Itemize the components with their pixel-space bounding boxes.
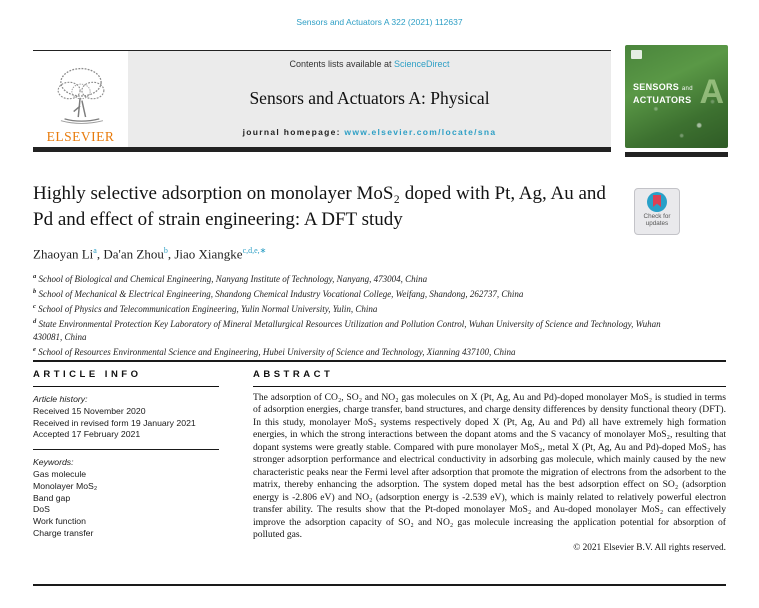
affiliation-list — [33, 271, 688, 358]
author-separator: , — [167, 246, 175, 262]
check-updates-label: Check for updates — [643, 213, 671, 227]
homepage-prefix: journal homepage: — [242, 127, 345, 137]
affiliation-text: School of Resources Environmental Science and Engineering, Hubei University of Science and Technology, Xianning 437100, China — [35, 346, 516, 357]
contents-line — [289, 59, 449, 69]
keyword-item: Gas molecule — [33, 468, 87, 479]
affiliation-line — [33, 316, 688, 344]
article-info-header-rule — [33, 386, 219, 387]
affiliation-sup: b — [33, 287, 37, 295]
cover-title-word2: ACTUATORS — [633, 95, 692, 105]
affiliation-text: School of Biological and Chemical Engineering, Nanyang Institute of Technology, Nanyang, 473004, China — [36, 274, 428, 284]
history-line: Received 15 November 2020 — [33, 405, 146, 416]
abstract-column — [253, 392, 726, 553]
affiliation-sup: a — [33, 273, 37, 280]
author-list — [33, 246, 266, 262]
affiliation-line — [33, 344, 688, 359]
cover-title-conj: and — [681, 86, 693, 92]
author-name: Da'an Zhou — [103, 246, 164, 262]
affiliation-text: School of Mechanical & Electrical Engineering, Shandong Chemical Industry Vocational College, Weifang, Shandong, 262737, China — [36, 288, 524, 299]
affiliation-line — [33, 271, 688, 286]
cover-title — [633, 82, 693, 106]
crossmark-icon — [647, 192, 667, 212]
article-info-divider — [33, 449, 219, 450]
copyright-line: © 2021 Elsevier B.V. All rights reserved. — [573, 543, 726, 554]
section-top-rule — [33, 360, 726, 362]
article-info-column — [33, 394, 219, 540]
affiliation-sup: d — [33, 317, 37, 325]
article-title: Highly selective adsorption on monolayer MoS₂ doped with Pt, Ag, Au and Pd and effect of strain engineering: A DFT study — [33, 183, 606, 230]
journal-name: Sensors and Actuators A: Physical — [249, 87, 490, 108]
cover-title-word1: SENSORS — [633, 82, 682, 92]
keyword-item: Work function — [33, 516, 86, 527]
history-line: Received in revised form 19 January 2021 — [33, 417, 196, 428]
elsevier-tree-icon — [52, 64, 110, 128]
page-bottom-rule — [33, 584, 726, 586]
history-line: Accepted 17 February 2021 — [33, 429, 141, 440]
sciencedirect-link[interactable]: ScienceDirect — [394, 59, 450, 69]
keyword-item: Charge transfer — [33, 527, 94, 538]
cover-divider-bar — [625, 152, 728, 157]
elsevier-logo — [33, 51, 128, 147]
affiliation-sup: c — [33, 302, 36, 310]
homepage-line — [243, 127, 497, 137]
contents-prefix: Contents lists available at — [289, 59, 395, 69]
cover-big-letter: A — [699, 73, 724, 111]
author-affil-sup: b — [163, 246, 168, 255]
elsevier-wordmark: ELSEVIER — [46, 129, 115, 144]
journal-citation-link[interactable]: Sensors and Actuators A 322 (2021) 112637 — [296, 17, 463, 27]
keyword-item: DoS — [33, 504, 50, 515]
keyword-item: Band gap — [33, 492, 71, 503]
cover-publisher-mark-icon — [631, 50, 642, 59]
banner-center — [128, 51, 611, 147]
author-name: Jiao Xiangke — [174, 246, 243, 262]
affiliation-text: School of Physics and Telecommunication Engineering, Yulin Normal University, Yulin, China — [35, 303, 378, 314]
abstract-header: ABSTRACT — [253, 369, 334, 380]
keyword-item: Monolayer MoS₂ — [33, 480, 98, 491]
abstract-header-rule — [253, 386, 726, 387]
affiliation-sup: e — [33, 345, 36, 353]
article-history-label: Article history: — [33, 394, 88, 404]
affiliation-line — [33, 286, 688, 301]
article-info-header: ARTICLE INFO — [33, 369, 142, 380]
author-name: Zhaoyan Li — [33, 246, 94, 262]
journal-banner — [33, 50, 611, 147]
author-affil-sup: a — [93, 246, 97, 255]
author-separator: , — [96, 246, 104, 262]
author-affil-sup: c,d,e,∗ — [242, 246, 267, 255]
banner-divider-bar — [33, 147, 611, 152]
check-for-updates-badge[interactable] — [634, 188, 680, 235]
journal-cover-thumbnail — [625, 45, 728, 148]
abstract-text: The adsorption of CO₂, SO₂ and NO₂ gas molecules on X (Pt, Ag, Au and Pd)-doped monolayer MoS₂ is studied in terms of adsorption energies, charge transfer, band structures, and charge density differences by density functional theory (DFT). In this study, monolayer MoS₂ systems respectively doped X (Pt, Ag, Au and Pd) all have extremely high formation energies, in which the strong interactions between the dopant atoms and the S vacancy of monolayer MoS₂, resulting that dopant systems were greatly stable. Compared with pure monolayer MoS₂, metal X (Pt, Ag, Au and Pd)-doped MoS₂ has stronger adsorption performance and electrical conductivity in adsorbing gas molecule, which mainly caused by the new characteristic peaks near the Fermi level after adsorption that promote the migration of electrons from the adsorbent to the matrix, thereby enhancing the adsorption. The system doped metal has the best adsorption effect on SO₂ (adsorption energy is -2.806 eV) and NO₂ (adsorption energy is -2.539 eV), which is mainly related to relatively powerful electron transfer ability. The results show that the Pt-doped monolayer MoS₂ and Au-doped monolayer MoS₂ can effectively improve the adsorption capacity of SO₂ and NO₂ gas molecule increasing the application potential for absorption of polluted gas. — [253, 392, 726, 540]
keywords-label: Keywords: — [33, 457, 74, 468]
homepage-url-link[interactable]: www.elsevier.com/locate/sna — [344, 127, 497, 137]
affiliation-line — [33, 301, 688, 316]
affiliation-text: State Environmental Protection Key Laboratory of Mineral Metallurgical Resources Utilization and Pollution Control, Wuhan University of Science and Technology, Wuhan 430081, China — [33, 318, 661, 342]
